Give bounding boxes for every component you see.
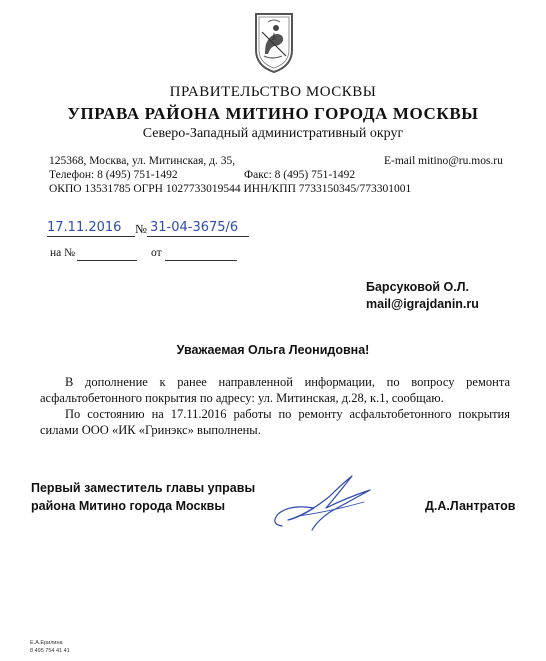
recipient-email: mail@igrajdanin.ru [366, 297, 479, 311]
ref-from-line [165, 260, 237, 261]
moscow-coat-of-arms-icon [252, 10, 296, 76]
paragraph-2-line-1: По состоянию на 17.11.2016 работы по ремонту асфальтобетонного покрытия [65, 407, 510, 421]
government-heading: ПРАВИТЕЛЬСТВО МОСКВЫ [169, 84, 377, 100]
phone-text: Телефон: 8 (495) 751-1492 [49, 169, 178, 181]
executor-name: Е.А.Ерилина [30, 640, 63, 646]
executor-phone: 8 495 754 41 41 [30, 648, 70, 654]
paragraph-2-line-2: силами ООО «ИК «Гринэкс» выполнены. [40, 423, 261, 437]
signatory-name: Д.А.Лантратов [425, 499, 516, 513]
address-text: 125368, Москва, ул. Митинская, д. 35, [49, 155, 236, 167]
ref-from-label: от [151, 247, 162, 259]
codes-text: ОКПО 13531785 ОГРН 1027733019544 ИНН/КПП 7733150345/773301001 [49, 183, 412, 195]
uprava-heading: УПРАВА РАЙОНА МИТИНО ГОРОДА МОСКВЫ [67, 104, 479, 123]
ref-no-label: на № [50, 247, 76, 259]
signatory-position-line-2: района Митино города Москвы [31, 499, 226, 513]
number-underline [147, 236, 249, 237]
paragraph-1-line-1: В дополнение к ранее направленной информации, по вопросу ремонта [65, 375, 510, 389]
handwritten-number: 31-04-3675/6 [150, 220, 239, 235]
signatory-position-line-1: Первый заместитель главы управы [31, 481, 256, 495]
handwritten-signature [268, 468, 378, 540]
date-underline [47, 236, 135, 237]
ref-no-line [77, 260, 137, 261]
okrug-heading: Северо-Западный административный округ [142, 126, 404, 141]
recipient-name: Барсуковой О.Л. [366, 280, 469, 294]
greeting: Уважаемая Ольга Леонидовна! [176, 343, 370, 357]
number-sign: № [135, 222, 147, 236]
paragraph-1-line-2: асфальтобетонного покрытия по адресу: ул. Митинская, д.28, к.1, сообщаю. [40, 391, 444, 405]
handwritten-date: 17.11.2016 [47, 220, 122, 235]
fax-text: Факс: 8 (495) 751-1492 [244, 169, 356, 181]
email-text: E-mail mitino@ru.mos.ru [384, 155, 503, 167]
